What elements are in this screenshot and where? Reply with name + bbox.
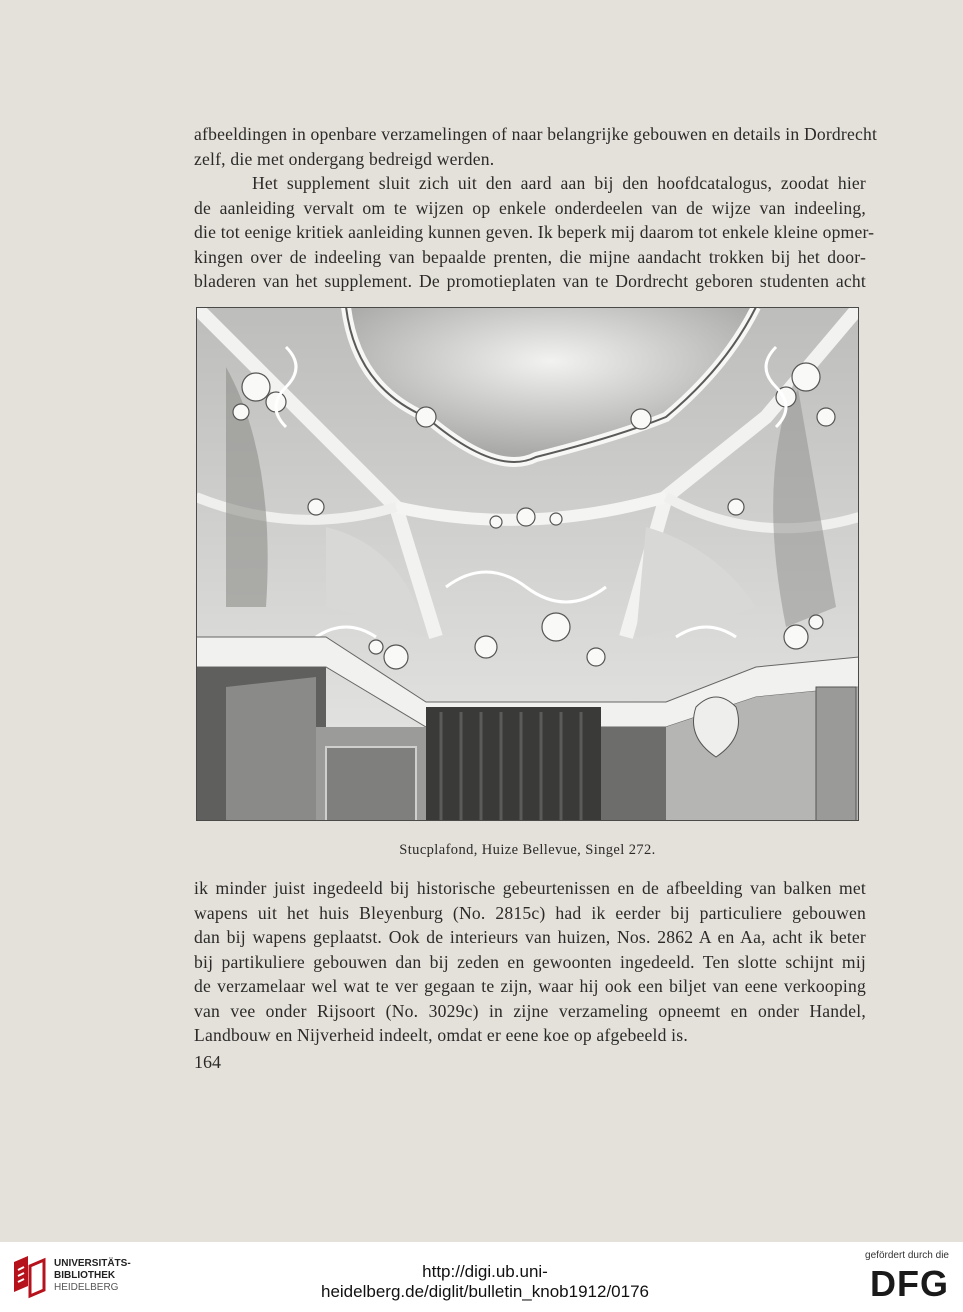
- text-line: kingen over de indeeling van bepaalde prenten, die mijne aandacht trokken bij het door-: [194, 246, 866, 267]
- institution-line: BIBLIOTHEK: [54, 1270, 116, 1281]
- figure-caption: Stucplafond, Huize Bellevue, Singel 272.: [399, 842, 656, 858]
- institution-line: UNIVERSITÄTS-: [54, 1258, 131, 1269]
- funding-label: gefördert durch die: [865, 1250, 949, 1261]
- text-line: de verzamelaar wel wat te ver gegaan te zijn, waar hij ook een biljet van eene verkooping: [194, 976, 866, 996]
- permalink-url[interactable]: http://digi.ub.uni-heidelberg.de/diglit/bulletin_knob1912/0176: [321, 1262, 649, 1301]
- dfg-logo-icon[interactable]: DFG: [870, 1263, 949, 1304]
- viewer-footer: [0, 1242, 963, 1312]
- text-line: afbeeldingen in openbare verzamelingen of naar belangrijke gebouwen en details in Dordrecht: [194, 124, 878, 144]
- text-line: wapens uit het huis Bleyenburg (No. 2815c) had ik eerder bij particuliere gebouwen: [194, 902, 866, 923]
- text-line: bladeren van het supplement. De promotieplaten van te Dordrecht geboren studenten acht: [194, 271, 866, 291]
- stucco-ceiling-illustration: [196, 307, 859, 821]
- paragraph-1: [194, 122, 878, 171]
- institution-name: [54, 1258, 131, 1294]
- text-line: bij partikuliere gebouwen dan bij zeden en gewoonten ingedeeld. Ten slotte schijnt mij: [194, 951, 866, 972]
- text-line: van vee onder Rijsoort (No. 3029c) in zijne verzameling opneemt en onder Handel,: [194, 1000, 866, 1021]
- text-line: Landbouw en Nijverheid indeelt, omdat er eene koe op afgebeeld is.: [194, 1025, 688, 1045]
- text-line: Het supplement sluit zich uit den aard aan bij den hoofdcatalogus, zoodat hier: [252, 173, 866, 193]
- text-line: zelf, die met ondergang bedreigd werden.: [194, 148, 495, 169]
- institution-line: HEIDELBERG: [54, 1282, 119, 1293]
- page-number: 164: [194, 1052, 221, 1072]
- paragraph-2: [194, 171, 875, 294]
- ub-heidelberg-logo-icon[interactable]: [10, 1256, 50, 1300]
- paragraph-3: [194, 876, 866, 1048]
- ceiling-photograph: [196, 307, 859, 821]
- text-line: dan bij wapens geplaatst. Ook de interieurs van huizen, Nos. 2862 A en Aa, acht ik beter: [194, 927, 866, 947]
- text-line: de aanleiding vervalt om te wijzen op enkele onderdeelen van de wijze van indeeling,: [194, 197, 866, 218]
- text-line: die tot eenige kritiek aanleiding kunnen geven. Ik beperk mij daarom tot enkele kleine opmer-: [194, 222, 875, 242]
- text-line: ik minder juist ingedeeld bij historische gebeurtenissen en de afbeelding van balken met: [194, 878, 866, 898]
